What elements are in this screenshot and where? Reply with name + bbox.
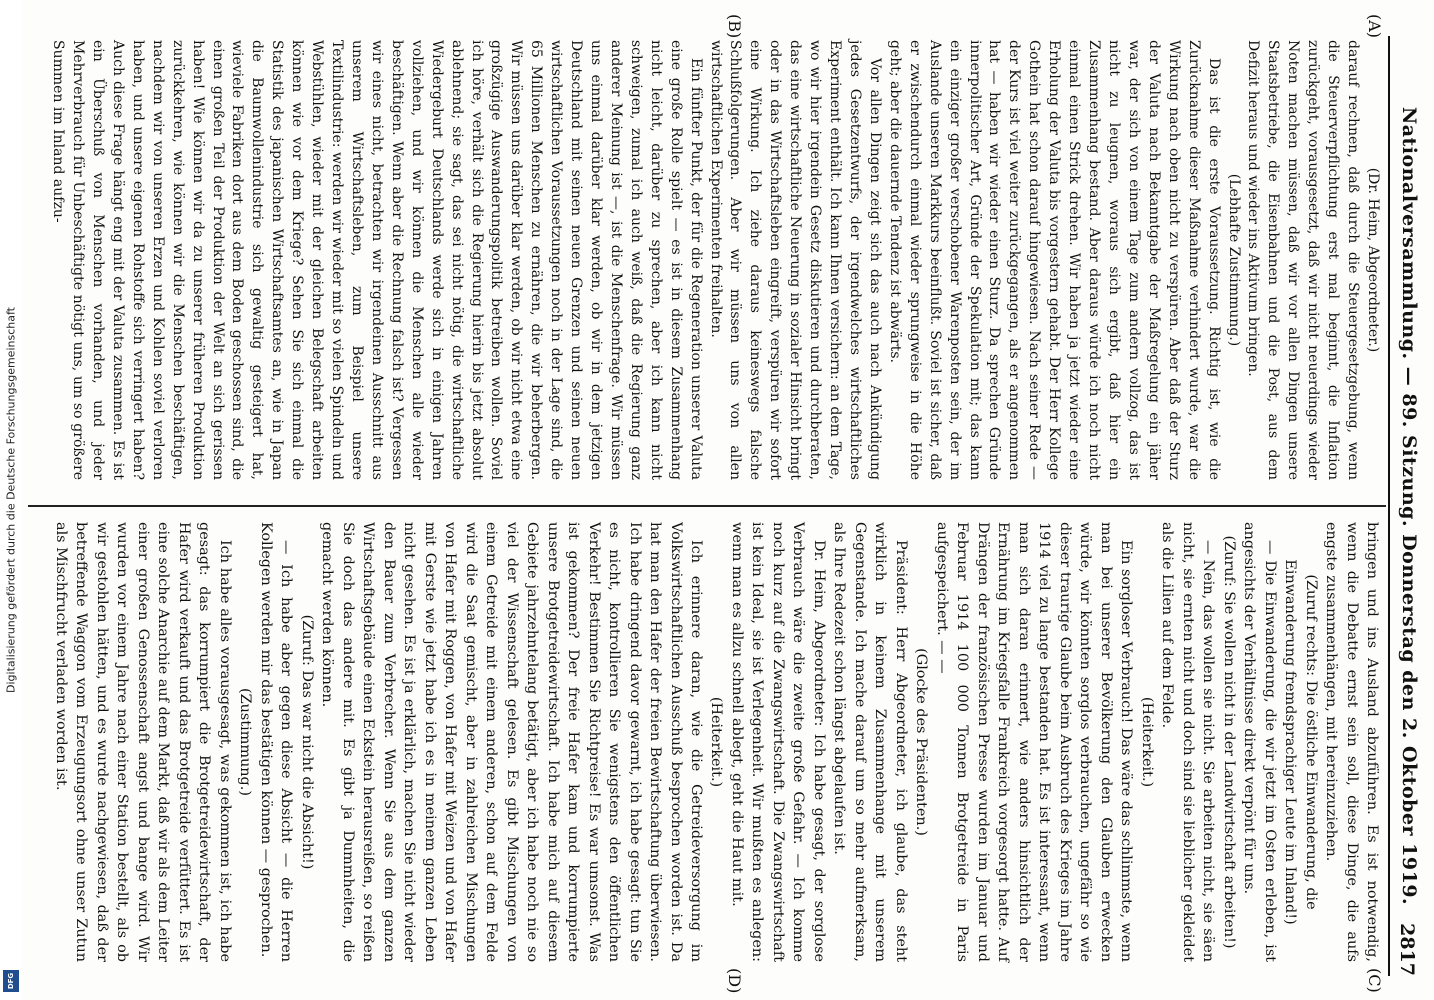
dfg-logo-icon xyxy=(3,970,19,992)
interjection: (Glocke des Präsidenten.) xyxy=(913,648,930,836)
speaker-remark: Dr. Heim, Abgeordneter: Ich habe gesagt, der sorglose Verbrauch wäre die zweite große Gefahr. — Ich komme noch kurz auf die Zwangswirtschaft. Die Zwangswirtschaft ist kein Ideal, sie ist Verlegenheit. Wir mußten es anlegen: wenn man es allzu schnell ablegt, geht die Haut mit. xyxy=(728,522,827,962)
margin-marker-c: (C) xyxy=(1365,968,1384,993)
paragraph: Ich erinnere daran, wie die Getreideversorgung im Volkswirtschaftlichen Ausschuß besprochen worden ist. Da hat man den Hafer der freien Bewirtschaftung überwiesen. Ich habe dringend davor gewarnt, ich habe gesagt: tun Sie es nicht, kontrollieren Sie wenigstens den öffentlichen Verkehr! Bestimmen Sie Richtpreise! Es war umsonst. Was ist gekommen? Der freie Hafer kam und korrumpierte unsere Brotgetreidewirtschaft. Ich habe mich auf diesem Gebiete jahrzehntelang betätigt, aber ich habe noch nie so viel der Wissenschaft gelesen. Es gibt Mischungen von einem Getreide mit einem anderen, schon auf dem Felde wird die Saat gemischt, aber in zahlreichen Mischungen von Hafer mit Roggen, von Hafer mit Weizen und von Hafer mit Gerste wie jetzt habe ich es in meinem ganzen Leben nicht gesehen. Es ist ja erklärlich, machen Sie nicht wieder den Bauer zum Verbrecher. Wenn Sie aus dem ganzen Wirtschaftsgebäude einen Eckstein herausreißen, so reißen Sie doch das andere mit. Es gibt ja Dummheiten, die gemacht werden können. xyxy=(319,522,705,962)
margin-marker-d: (D) xyxy=(725,968,744,994)
margin-marker-b: (B) xyxy=(725,14,744,39)
paragraph: darauf rechnen, daß durch die Steuergesetzgebung, wenn die Steuerverpflichtung erst mal beginnt, die Inflation zurückgeht, vorausgesetzt, daß wir nicht neuerdings wieder Noten machen müssen, daß wir vor allen Dingen unsere Staatsbetriebe, die Eisenbahnen und die Post, aus dem Defizit heraus und wieder ins Aktivum bringen. xyxy=(1245,40,1362,480)
paragraph: Vor allen Dingen zeigt sich das auch nach Ankündigung jedes Gesetzentwurfs, der irgendwelches wirtschaftliches Experiment enthält. Ich kann Ihnen versichern: an dem Tage, wo wir hier irgendein Gesetz diskutieren und durchberaten, das eine wirtschaftliche Neuerung in sozialer Hinsicht bringt oder in das Wirtschaftsleben eingreift, verspüren wir sofort eine Wirkung. Ich ziehe daraus keineswegs falsche Schlußfolgerungen. Aber wir müssen uns von allen wirtschaftlichen Experimenten freihalten. xyxy=(707,40,883,480)
margin-marker-a: (A) xyxy=(1365,14,1384,39)
interjection: (Lebhafte Zustimmung.) xyxy=(1225,173,1242,347)
paragraph: Ich habe alles vorausgesagt, was gekommen ist, ich habe gesagt: das korrumpiert die Brotgetreidewirtschaft, der Hafer wird verkauft und das Brotgetreide verfüttert. Es ist eine solche Anarchie auf dem Markt, daß wir als dem Leiter einer großen Genossenschaft angst und bange wird. Wir wurden vor einem Jahre nach einer Station bestellt, als ob wir gestohlen hätten, und es wurde nachgewiesen, daß der betreffende Waggon vom Erzeugungsort ohne unser Zutun als Mischfrucht verladen worden ist. xyxy=(53,522,233,962)
paragraph: Ein fünfter Punkt, der für die Regeneration unserer Valuta eine große Rolle spielt — es ist in diesem Zusammenhang nicht leicht, darüber zu sprechen, aber ich kann nicht schweigen, zumal ich auch weiß, daß die Regierung ganz anderer Meinung ist —, ist die Menschenfrage. Wir müssen uns einmal darüber klar werden, ob wir in dem jetzigen Deutschland mit seinen neuen Grenzen und seinen neuen wirtschaftlichen Voraussetzungen noch in der Lage sind, die 65 Millionen Menschen zu ernähren, die wir beherbergen. Wir müssen uns darüber klar werden, ob wir nicht etwa eine großzügige Auswanderungspolitik betreiben wollen. Soviel ich höre, verhält sich die Regierung hierin bis jetzt absolut ablehnend; sie sagt, das sei nicht nötig, die wirtschaftliche Wiedergeburt Deutschlands werde sich in einigen Jahren vollziehen, und wir können die Menschen alle wieder beschäftigen. Wenn aber die Rechnung falsch ist? Vergessen wir eines nicht, betrachten wir irgendeinen Ausschnitt aus unserem Wirtschaftsleben, zum Beispiel unsere Textilindustrie: werden wir wieder mit so vielen Spindeln und Webstühlen, wieder mit der gleichen Belegschaft arbeiten können wie vor dem Kriege? Sehen Sie sich einmal die Statistik des japanischen Wirtschaftsamtes an, wie in Japan die Baumwollenindustrie sich gewaltig gesteigert hat, wieviele Fabriken dort aus dem Boden geschossen sind, die einen großen Teil der Produktion der Welt an sich gerissen haben! Wie können wir da zu unserer früheren Produktion zurückkehren, wie können wir die Menschen beschäftigen, nachdem wir von unseren Erzen und Kohlen soviel verloren haben, und unsere eigenen Rohstoffe sich verringert haben? Auch diese Frage hängt eng mit der Valuta zusammen. Es ist ein Überschuß von Menschen vorhanden, und jeder Mehrverbrauch für Unbeschäftigte nötigt uns, um so größere Summen im Inland aufzu- xyxy=(50,40,704,480)
rotated-page xyxy=(22,0,1434,1000)
digitization-sidebar xyxy=(0,0,22,1000)
interjection: (Zuruf: Das war nicht die Absicht!) xyxy=(298,614,315,870)
column-divider xyxy=(28,505,1386,507)
page-title: Nationalversammlung. — 89. Sitzung. Donnerstag den 2. Oktober 1919. xyxy=(1398,106,1420,906)
page-number: 2817 xyxy=(1396,923,1418,976)
interjection: (Zuruf rechts: Die östliche Einwanderung, die Einwanderung fremdsprachiger Leute im Inland!) xyxy=(1282,559,1319,925)
speaker-continuation: (Dr. Heim, Abgeordneter.) xyxy=(1365,167,1381,353)
president-remark: Präsident: Herr Abgeordneter, ich glaube, das steht wirklich in keinem Zusammenhange mit unserem Gegenstande. Ich mache darauf um so mehr aufmerksam, als Ihre Redezeit schon längst abgelaufen ist. xyxy=(831,522,909,962)
paragraph: Ein sorgloser Verbrauch! Das wäre das schlimmste, wenn man bei unserer Bevölkerung den Glauben erwecken würde, wir könnten sorglos verbrauchen, ungefähr so wie dieser traurige Glaube beim Ausbruch des Krieges im Jahre 1914 viel zu lange bestanden hat. Es ist interessant, wenn man sich daran erinnert, wie anders hinsichtlich der Ernährung im Kriegsfalle Frankreich vorgesorgt hatte. Auf Drängen der französischen Presse wurden im Januar und Februar 1914 100 000 Tonnen Brotgetreide in Paris aufgespeichert. — — xyxy=(933,522,1135,962)
paragraph: — Nein, das wollen sie nicht. Sie arbeiten nicht, sie säen nicht, sie ernten nicht und doch sind sie lieblicher gekleidet als die Lilien auf dem Felde. xyxy=(1159,522,1217,962)
paragraph: bringen und ins Ausland abzuführen. Es ist notwendig, wenn die Debatte ernst sein soll, diese Dinge, die aufs engste zusammenhängen, mit hereinzuziehen. xyxy=(1323,522,1380,962)
right-column xyxy=(51,522,1382,962)
digitization-credit: Digitalisierung gefördert durch die Deutsche Forschungsgemeinschaft xyxy=(4,307,18,693)
interjection: (Zuruf: Sie wollen nicht in der Landwirtschaft arbeiten!) xyxy=(1220,535,1237,949)
interjection: (Zustimmung.) xyxy=(237,688,254,796)
left-column xyxy=(47,40,1382,480)
paragraph: — Ich habe aber gegen diese Absicht — die Herren Kollegen werden mir das bestätigen können — gesprochen. xyxy=(257,522,295,962)
interjection: (Heiterkeit.) xyxy=(708,696,725,788)
paragraph: — Die Einwanderung, die wir jetzt im Osten erleben, ist angesichts der Verhältnisse direkt verpönt für uns. xyxy=(1241,522,1278,962)
dfg-logo-text: DFG xyxy=(7,972,15,990)
paragraph: Das ist die erste Voraussetzung. Richtig ist, wie die Zurücknahme dieser Maßnahme verhindert wurde, war die Wirkung nach oben nicht zu verspüren. Aber daß der Sturz der Valuta nach Bekanntgabe der Maßregelung ein jäher war, der sich von einem Tage zum andern vollzog, das ist nicht zu leugnen, woraus sich ergibt, daß hier ein Zusammenhang bestand. Aber daraus würde ich noch nicht einmal einen Strick drehen. Wir haben ja jetzt wieder eine Erholung der Valuta bis vorgestern gehabt. Der Herr Kollege Gothein hat schon darauf hingewiesen. Nach seiner Rede — der Kurs ist viel weiter zurückgegangen, als er angenommen hat — haben wir wieder einen Sturz. Da sprechen Gründe innerpolitischer Art, Gründe der Spekulation mit; das kann ein einziger großer verschobener Warenposten sein, der im Auslande unseren Markkurs beeinflußt. Soviel ist sicher, daß er zwischendurch einmal wieder sprungweise in die Höhe geht; aber die dauernde Tendenz ist abwärts. xyxy=(886,40,1222,480)
interjection: (Heiterkeit.) xyxy=(1138,696,1155,788)
page-header xyxy=(1392,36,1420,976)
header-rule xyxy=(1388,36,1390,976)
